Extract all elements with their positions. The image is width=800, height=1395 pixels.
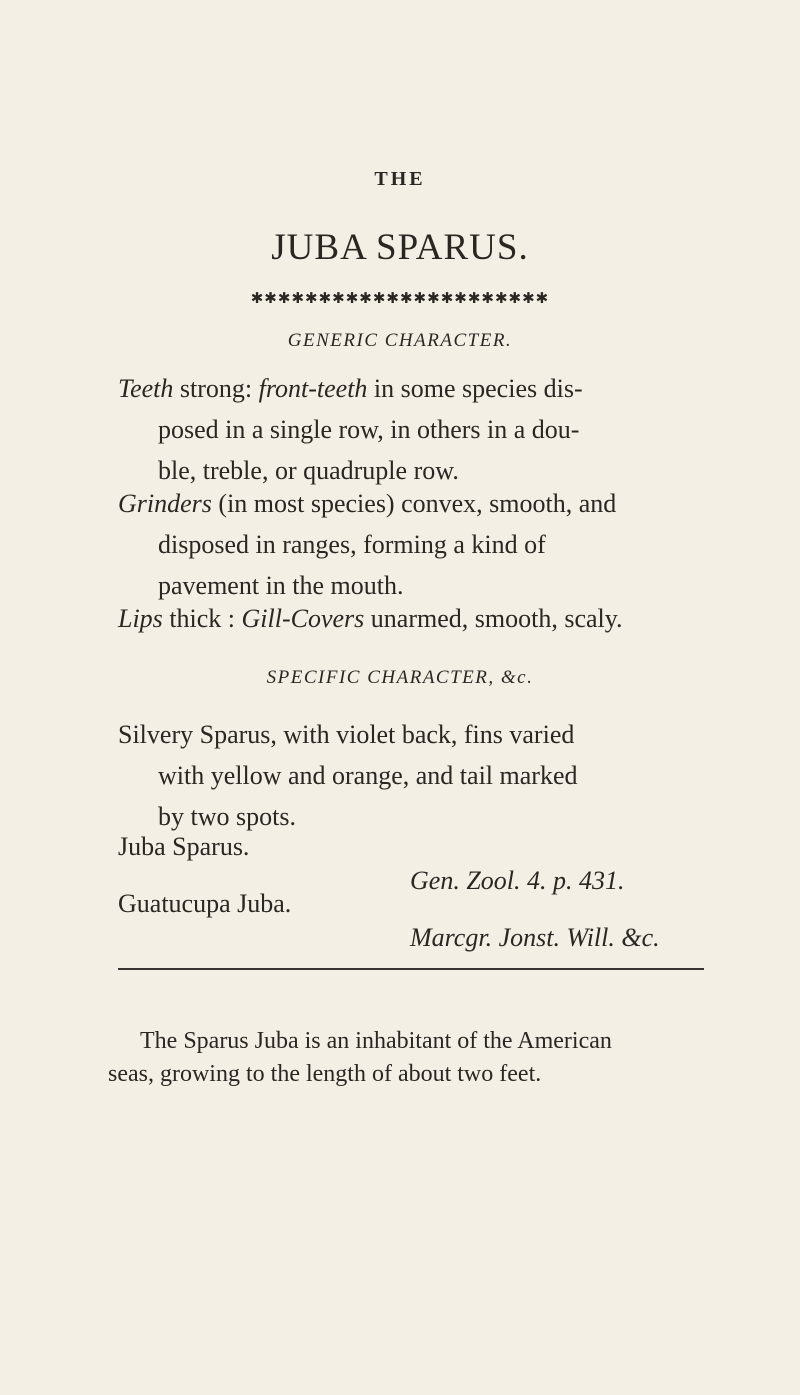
- gill-covers-term: Gill-Covers: [241, 604, 365, 633]
- lips-paragraph: [118, 598, 718, 639]
- teeth-term: Teeth: [118, 374, 174, 403]
- synonym-reference-2: Marcgr. Jonst. Will. &c.: [410, 923, 660, 952]
- grinders-paragraph: [118, 483, 718, 606]
- description-line-1: Silvery Sparus, with violet back, fins varied: [118, 720, 575, 749]
- body-line-1: The Sparus Juba is an inhabitant of the American: [140, 1028, 612, 1054]
- teeth-line-2: posed in a single row, in others in a dou-: [158, 415, 580, 444]
- teeth-text-2: in some species dis-: [367, 374, 583, 403]
- front-teeth-term: front-teeth: [258, 374, 368, 403]
- synonym-name-2: Guatucupa Juba.: [118, 889, 292, 918]
- teeth-text-1: strong:: [173, 374, 259, 403]
- specific-character-heading: SPECIFIC CHARACTER, &c.: [266, 667, 534, 688]
- teeth-paragraph: [118, 368, 718, 491]
- grinders-text-1: (in most species) convex, smooth, and: [211, 489, 617, 518]
- grinders-term: Grinders: [118, 489, 212, 518]
- teeth-line-3: ble, treble, or quadruple row.: [158, 456, 459, 485]
- grinders-line-2: disposed in ranges, forming a kind of: [158, 530, 546, 559]
- synonym-reference-1: Gen. Zool. 4. p. 431.: [410, 866, 625, 895]
- lips-text-2: unarmed, smooth, scaly.: [364, 604, 623, 633]
- section-divider: [118, 968, 704, 970]
- heading-the: THE: [374, 168, 426, 190]
- description-line-3: by two spots.: [158, 802, 296, 831]
- body-paragraph: [108, 1025, 708, 1091]
- synonym-name-1: Juba Sparus.: [118, 832, 250, 861]
- grinders-line-3: pavement in the mouth.: [158, 571, 404, 600]
- specific-description: [118, 714, 718, 837]
- page-title: JUBA SPARUS.: [271, 227, 529, 268]
- lips-text-1: thick :: [162, 604, 242, 633]
- ornament-stars: ✱✱✱✱✱✱✱✱✱✱✱✱✱✱✱✱✱✱✱✱✱✱: [250, 291, 550, 307]
- description-line-2: with yellow and orange, and tail marked: [158, 761, 578, 790]
- generic-character-heading: GENERIC CHARACTER.: [287, 330, 513, 351]
- lips-term: Lips: [118, 604, 163, 633]
- body-line-2: seas, growing to the length of about two feet.: [108, 1061, 542, 1087]
